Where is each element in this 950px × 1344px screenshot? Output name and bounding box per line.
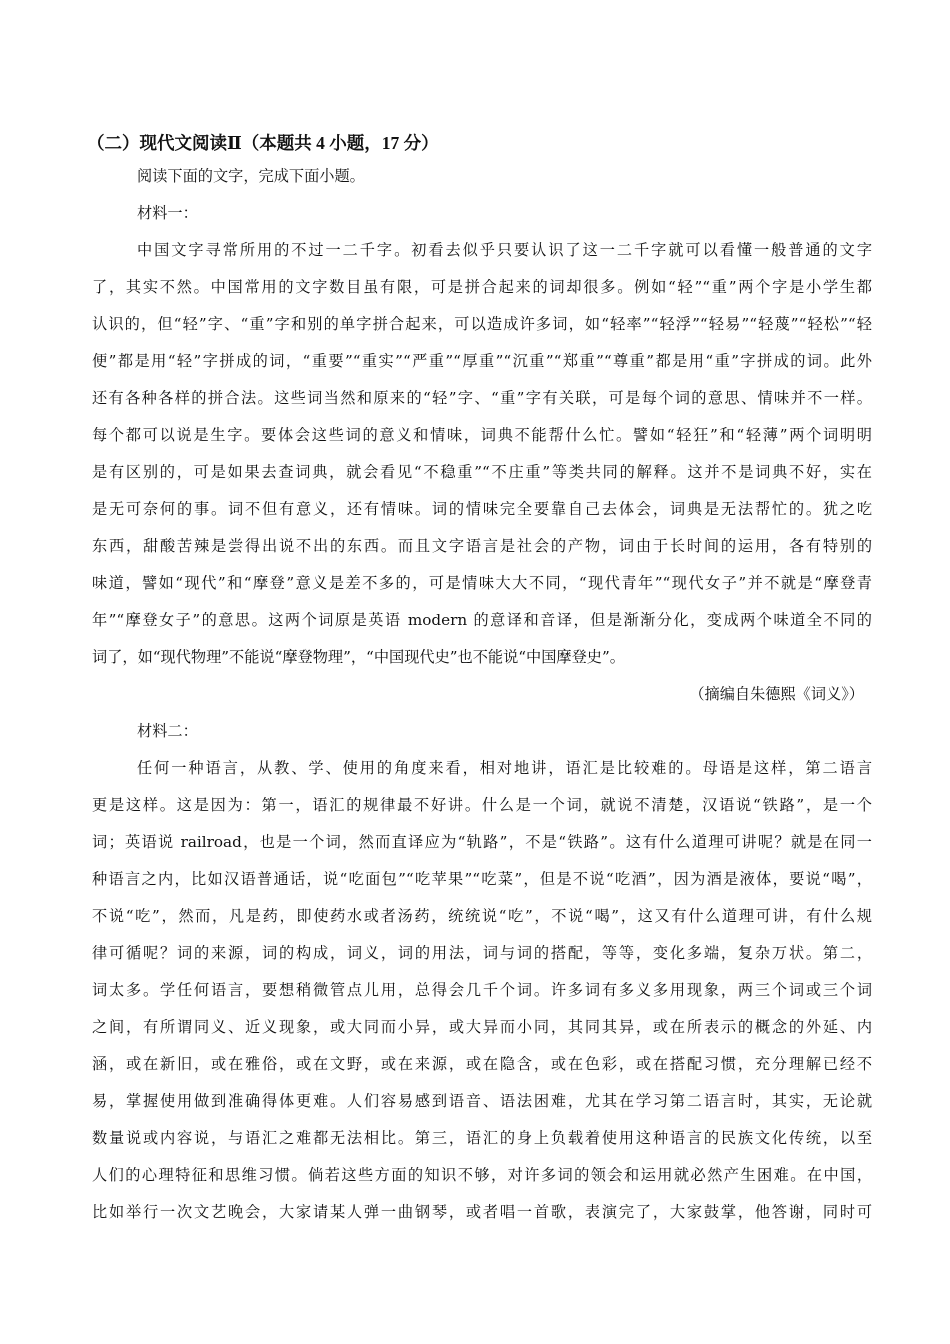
material1-body [92, 232, 872, 676]
material2-line: 人们的心理特征和思维习惯。倘若这些方面的知识不够，对许多词的领会和运用就必然产生困难。在中国， [92, 1166, 872, 1184]
material2-line: 词；英语说 railroad，也是一个词，然而直译应为“轨路”，不是“铁路”。这有什么道理可讲呢？就是在同一 [92, 833, 872, 851]
material1-label: 材料一： [137, 204, 198, 222]
material1-line: 年”“摩登女子”的意思。这两个词原是英语 modern 的意译和音译，但是渐渐分化，变成两个味道全不同的 [92, 611, 872, 629]
material1-line: 是无可奈何的事。词不但有意义，还有情味。词的情味完全要靠自己去体会，词典是无法帮忙的。犹之吃 [92, 500, 872, 518]
material1-line: 中国文字寻常所用的不过一二千字。初看去似乎只要认识了这一二千字就可以看懂一般普通的文字 [137, 241, 872, 259]
material2-line: 词太多。学任何语言，要想稍微管点儿用，总得会几千个词。许多词有多义多用现象，两三个词或三个词 [92, 981, 872, 999]
instruction-text: 阅读下面的文字，完成下面小题。 [137, 167, 365, 185]
material2-body [92, 750, 872, 1231]
material2-line: 涵，或在新旧，或在雅俗，或在文野，或在来源，或在隐含，或在色彩，或在搭配习惯，充分理解已经不 [92, 1055, 872, 1073]
material2-line: 易，掌握使用做到准确得体更难。人们容易感到语音、语法困难，尤其在学习第二语言时，其实，无论就 [92, 1092, 872, 1110]
material1-line: 词了，如“现代物理”不能说“摩登物理”，“中国现代史”也不能说“中国摩登史”。 [92, 648, 625, 666]
material1-line: 还有各种各样的拼合法。这些词当然和原来的“轻”字、“重”字有关联，可是每个词的意思、情味并不一样。 [92, 389, 872, 407]
document-page [87, 128, 872, 1231]
section-title: （二）现代文阅读Ⅱ（本题共 4 小题，17 分） [87, 133, 439, 153]
material2-line: 不说“吃”，然而，凡是药，即使药水或者汤药，统统说“吃”，不说“喝”，这又有什么道理可讲，有什么规 [92, 907, 872, 925]
material1-line: 东西，甜酸苦辣是尝得出说不出的东西。而且文字语言是社会的产物，词由于长时间的运用，各有特别的 [92, 537, 872, 555]
material2-line: 种语言之内，比如汉语普通话，说“吃面包”“吃苹果”“吃菜”，但是不说“吃酒”，因为酒是液体，要说“喝”， [92, 870, 872, 888]
material1-line: 每个都可以说是生字。要体会这些词的意义和情味，词典不能帮什么忙。譬如“轻狂”和“轻薄”两个词明明 [92, 426, 872, 444]
material2-line: 比如举行一次文艺晚会，大家请某人弹一曲钢琴，或者唱一首歌，表演完了，大家鼓掌，他答谢，同时可 [92, 1203, 872, 1221]
material2-line: 更是这样。这是因为：第一，语汇的规律最不好讲。什么是一个词，就说不清楚，汉语说“铁路”，是一个 [92, 796, 872, 814]
material1-line: 认识的，但“轻”字、“重”字和别的单字拼合起来，可以造成许多词，如“轻率”“轻浮”“轻易”“轻蔑”“轻松”“轻 [92, 315, 872, 333]
material1-line: 便”都是用“轻”字拼成的词，“重要”“重实”“严重”“厚重”“沉重”“郑重”“尊重”都是用“重”字拼成的词。此外 [92, 352, 872, 370]
material2-line: 之间，有所谓同义、近义现象，或大同而小异，或大异而小同，其同其异，或在所表示的概念的外延、内 [92, 1018, 872, 1036]
material2-label: 材料二： [137, 722, 198, 740]
material2-line: 数量说或内容说，与语汇之难都无法相比。第三，语汇的身上负载着使用这种语言的民族文化传统，以至 [92, 1129, 872, 1147]
material1-line: 味道，譬如“现代”和“摩登”意义是差不多的，可是情味大大不同，“现代青年”“现代女子”并不就是“摩登青 [92, 574, 872, 592]
material2-line: 律可循呢？词的来源，词的构成，词义，词的用法，词与词的搭配，等等，变化多端，复杂万状。第二， [92, 944, 872, 962]
material1-line: 了，其实不然。中国常用的文字数目虽有限，可是拼合起来的词却很多。例如“轻”“重”两个字是小学生都 [92, 278, 872, 296]
material1-line: 是有区别的，可是如果去查词典，就会看见“不稳重”“不庄重”等类共同的解释。这并不是词典不好，实在 [92, 463, 872, 481]
material2-line: 任何一种语言，从教、学、使用的角度来看，相对地讲，语汇是比较难的。母语是这样，第二语言 [137, 759, 872, 777]
material1-source: （摘编自朱德熙《词义》） [689, 685, 864, 703]
